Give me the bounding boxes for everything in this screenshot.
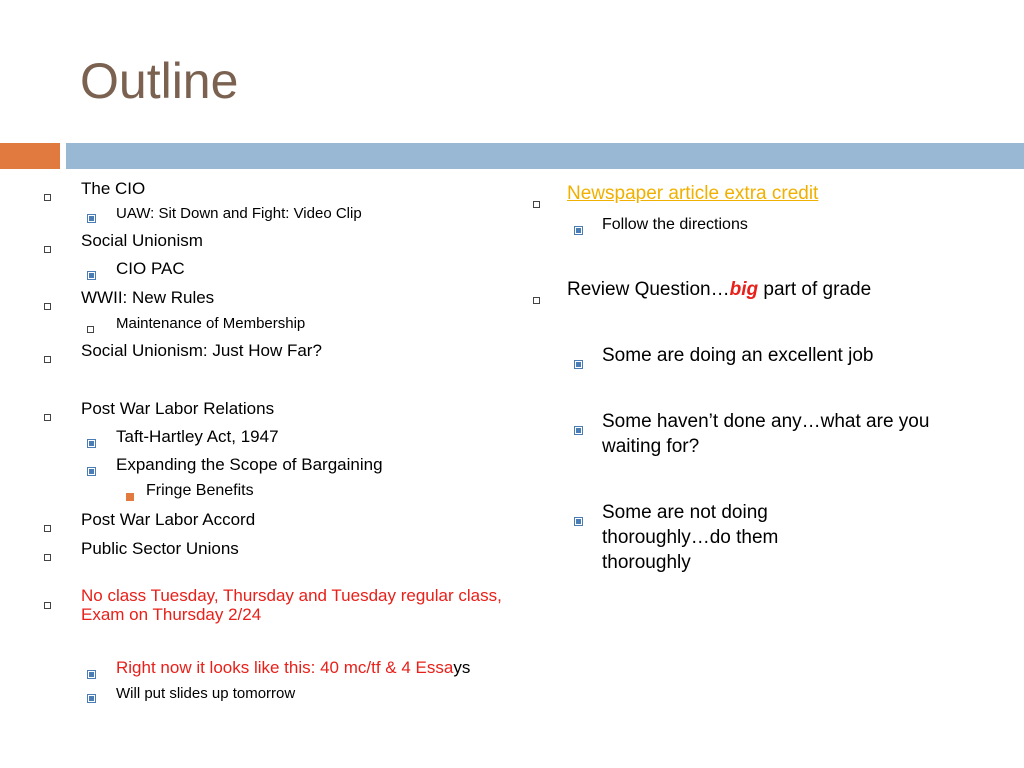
exam-notice: No class Tuesday, Thursday and Tuesday regular class, Exam on Thursday 2/24 — [42, 586, 512, 625]
list-item — [530, 182, 990, 206]
list-item: Review Question…big part of grade — [530, 278, 990, 302]
slide-title: Outline — [80, 53, 239, 109]
list-item: Social Unionism — [42, 230, 512, 251]
accent-bar-orange — [0, 143, 60, 169]
framed-square-bullet-icon — [87, 432, 96, 453]
list-item: Expanding the Scope of Bargaining — [42, 454, 512, 475]
list-item: The CIO — [42, 178, 512, 199]
hollow-square-bullet-icon — [44, 185, 51, 206]
orange-square-bullet-icon — [126, 487, 134, 507]
list-item: Fringe Benefits — [42, 481, 512, 501]
framed-square-bullet-icon — [87, 663, 96, 684]
list-item: Follow the directions — [530, 214, 990, 235]
newspaper-extra-credit-link[interactable]: Newspaper article extra credit — [567, 183, 819, 204]
list-item: Public Sector Unions — [42, 538, 512, 559]
list-item: Will put slides up tomorrow — [42, 684, 512, 703]
right-column — [530, 178, 990, 575]
list-item: Post War Labor Accord — [42, 509, 512, 530]
left-column — [42, 178, 512, 703]
hollow-square-bullet-icon — [533, 287, 540, 311]
list-item: Some are not doing thoroughly…do them thoroughly — [530, 500, 990, 575]
list-item: UAW: Sit Down and Fight: Video Clip — [42, 204, 512, 223]
hollow-square-bullet-icon — [44, 237, 51, 258]
list-item: Post War Labor Relations — [42, 398, 512, 419]
hollow-square-bullet-icon — [44, 294, 51, 315]
hollow-square-bullet-icon — [533, 191, 540, 215]
hollow-square-bullet-icon — [44, 545, 51, 566]
hollow-square-bullet-icon — [44, 347, 51, 368]
list-item: Taft-Hartley Act, 1947 — [42, 426, 512, 447]
hollow-square-bullet-icon — [44, 593, 51, 614]
framed-square-bullet-icon — [574, 220, 583, 241]
list-item: Some are doing an excellent job — [530, 343, 990, 368]
framed-square-bullet-icon — [87, 689, 96, 708]
list-item: Some haven’t done any…what are you waiting for? — [530, 409, 990, 459]
framed-square-bullet-icon — [574, 508, 583, 533]
framed-square-bullet-icon — [574, 351, 583, 376]
list-item: CIO PAC — [42, 258, 512, 279]
framed-square-bullet-icon — [574, 417, 583, 442]
list-item: Social Unionism: Just How Far? — [42, 340, 512, 361]
accent-bar-blue — [66, 143, 1024, 169]
framed-square-bullet-icon — [87, 209, 96, 228]
framed-square-bullet-icon — [87, 264, 96, 285]
list-item: WWII: New Rules — [42, 287, 512, 308]
hollow-square-bullet-icon — [44, 516, 51, 537]
list-item: Maintenance of Membership — [42, 314, 512, 333]
framed-square-bullet-icon — [87, 460, 96, 481]
hollow-square-bullet-icon — [44, 405, 51, 426]
hollow-square-bullet-icon — [87, 319, 94, 338]
list-item: Right now it looks like this: 40 mc/tf & 4 Essays — [42, 657, 512, 678]
